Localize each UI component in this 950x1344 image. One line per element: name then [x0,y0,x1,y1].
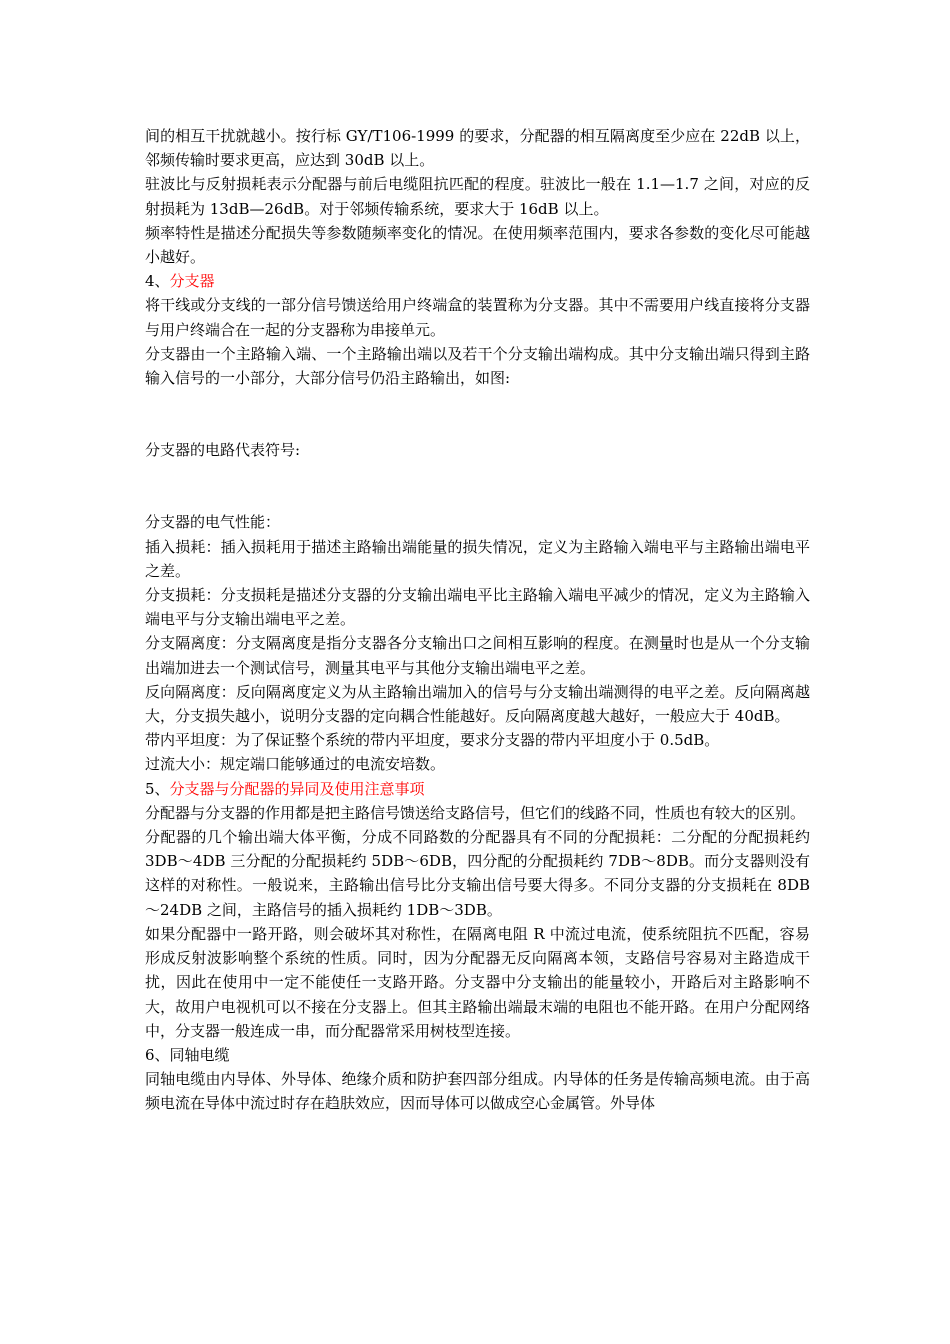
paragraph-splitter-loss: 分配器的几个输出端大体平衡，分成不同路数的分配器具有不同的分配损耗：二分配的分配损耗约 3DB～4DB 三分配的分配损耗约 5DB～6DB，四分配的分配损耗约 7DB～8DB。而分支器则没有这样的对称性。一般说来，主路输出信号比分支输出信号要大得多。不同分支器的分支损耗在 8DB～24DB 之间，主路信号的插入损耗约 1DB～3DB。 [145,828,810,919]
paragraph-tap-electrical: 分支器的电气性能： [145,513,281,532]
paragraph-vswr: 驻波比与反射损耗表示分配器与前后电缆阻抗匹配的程度。驻波比一般在 1.1—1.7 之间，对应的反射损耗为 13dB—26dB。对于邻频传输系统，要求大于 16dB 以上。 [145,175,810,218]
paragraph-tap-structure: 分支器由一个主路输入端、一个主路输出端以及若干个分支输出端构成。其中分支输出端只得到主路输入信号的一小部分，大部分信号仍沿主路输出，如图: [145,344,810,388]
paragraph-tap-isolation: 分支隔离度：分支隔离度是指分支器各分支输出口之间相互影响的程度。在测量时也是从一个分支输出端加进去一个测试信号，测量其电平与其他分支输出端电平之差。 [145,634,810,677]
section-heading-6: 6、同轴电缆 [145,1045,230,1064]
symbol-space [145,462,810,510]
section-title: 分支器 [169,272,215,291]
paragraph-tap-definition: 将干线或分支线的一部分信号馈送给用户终端盒的装置称为分支器。其中不需要用户线直接将分支器与用户终端合在一起的分支器称为串接单元。 [145,296,810,339]
section-heading-4 [145,269,810,293]
paragraph-isolation: 间的相互干扰就越小。按行标 GY/T106-1999 的要求，分配器的相互隔离度至少应在 22dB 以上，邻频传输时要求更高，应达到 30dB 以上。 [145,127,810,170]
section-number: 5、 [145,779,170,798]
paragraph-current: 过流大小：规定端口能够通过的电流安培数。 [145,755,446,774]
paragraph-coax: 同轴电缆由内导体、外导体、绝缘介质和防护套四部分组成。内导体的任务是传输高频电流。由于高频电流在导体中流过时存在趋肤效应，因而导体可以做成空心金属管。外导体 [145,1070,810,1113]
section-title: 分支器与分配器的异同及使用注意事项 [169,779,425,798]
document-body [145,124,810,1116]
paragraph-tap-symbol: 分支器的电路代表符号: [145,441,301,460]
paragraph-insertion-loss: 插入损耗：插入损耗用于描述主路输出端能量的损失情况，定义为主路输入端电平与主路输出端电平之差。 [145,537,810,580]
figure-space [145,390,810,438]
paragraph-open-circuit: 如果分配器中一路开路，则会破坏其对称性，在隔离电阻 R 中流过电流，使系统阻抗不匹配，容易形成反射波影响整个系统的性质。同时，因为分配器无反向隔离本领，支路信号容易对主路造成干扰，因此在使用中一定不能使任一支路开路。分支器中分支输出的能量较小，开路后对主路影响不大，故用户电视机可以不接在分支器上。但其主路输出端最末端的电阻也不能开路。在用户分配网络中，分支器一般连成一串，而分配器常采用树枝型连接。 [145,924,810,1040]
section-heading-5 [145,777,810,801]
paragraph-comparison: 分配器与分支器的作用都是把主路信号馈送给支路信号，但它们的线路不同，性质也有较大的区别。 [145,803,806,822]
paragraph-reverse-isolation: 反向隔离度：反向隔离度定义为从主路输出端加入的信号与分支输出端测得的电平之差。反向隔离越大，分支损失越小，说明分支器的定向耦合性能越好。反向隔离度越大越好，一般应大于 40dB。 [145,682,810,726]
paragraph-frequency: 频率特性是描述分配损失等参数随频率变化的情况。在使用频率范围内，要求各参数的变化尽可能越小越好。 [145,223,810,267]
section-number: 4、 [145,272,170,291]
paragraph-tap-loss: 分支损耗：分支损耗是描述分支器的分支输出端电平比主路输入端电平减少的情况，定义为主路输入端电平与分支输出端电平之差。 [145,586,810,629]
paragraph-flatness: 带内平坦度：为了保证整个系统的带内平坦度，要求分支器的带内平坦度小于 0.5dB。 [145,731,720,750]
